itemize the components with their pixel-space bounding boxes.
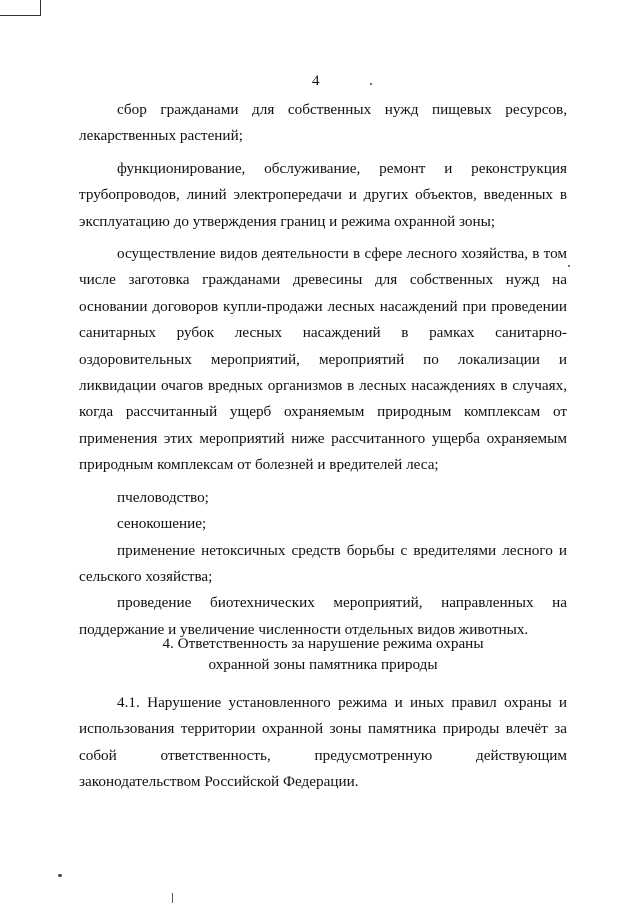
permitted-activities-list bbox=[79, 97, 567, 643]
paragraph-pest-control: применение нетоксичных средств борьбы с вредителями лесного и сельского хозяйства; bbox=[79, 541, 567, 585]
scan-speck bbox=[568, 265, 570, 267]
scan-speck bbox=[58, 874, 62, 877]
paragraph-beekeeping: пчеловодство; bbox=[117, 488, 209, 506]
scan-speck bbox=[370, 83, 372, 85]
liability-section bbox=[79, 690, 567, 796]
paragraph-haymaking: сенокошение; bbox=[117, 515, 207, 533]
scan-tick-mark bbox=[172, 893, 173, 903]
section-heading-line-2: охранной зоны памятника природы bbox=[208, 656, 438, 673]
paragraph-liability: 4.1. Нарушение установленного режима и иных правил охраны и использования территории охранной зоны памятника природы влечёт за собой ответственность, предусмотренную действующим законодательством Российской Федерации. bbox=[79, 694, 567, 791]
page-number: 4 bbox=[312, 73, 320, 89]
paragraph-food-resources: сбор гражданами для собственных нужд пищевых ресурсов, лекарственных растений; bbox=[79, 101, 567, 145]
section-heading bbox=[79, 633, 567, 675]
paragraph-forestry: осуществление видов деятельности в сфере лесного хозяйства, в том числе заготовка гражданами древесины для собственных нужд на основании договоров купли-продажи лесных насаждений при проведении санитарных рубок лесных насаждений в рамках санитарно-оздоровительных мероприятий, мероприятий по локализации и ликвидации очагов вредных организмов в лесных насаждениях в случаях, когда рассчитанный ущерб охраняемым природным комплексам от применения этих мероприятий ниже рассчитанного ущерба охраняемым природным комплексам от болезней и вредителей леса; bbox=[79, 245, 567, 474]
scan-corner-mark bbox=[0, 0, 41, 16]
section-heading-line-1: 4. Ответственность за нарушение режима охраны bbox=[162, 635, 484, 652]
paragraph-infrastructure: функционирование, обслуживание, ремонт и реконструкция трубопроводов, линий электропередачи и других объектов, введенных в эксплуатацию до утверждения границ и режима охранной зоны; bbox=[79, 159, 567, 230]
paragraph-biotechnical: проведение биотехнических мероприятий, направленных на поддержание и увеличение численности отдельных видов животных. bbox=[79, 594, 567, 638]
